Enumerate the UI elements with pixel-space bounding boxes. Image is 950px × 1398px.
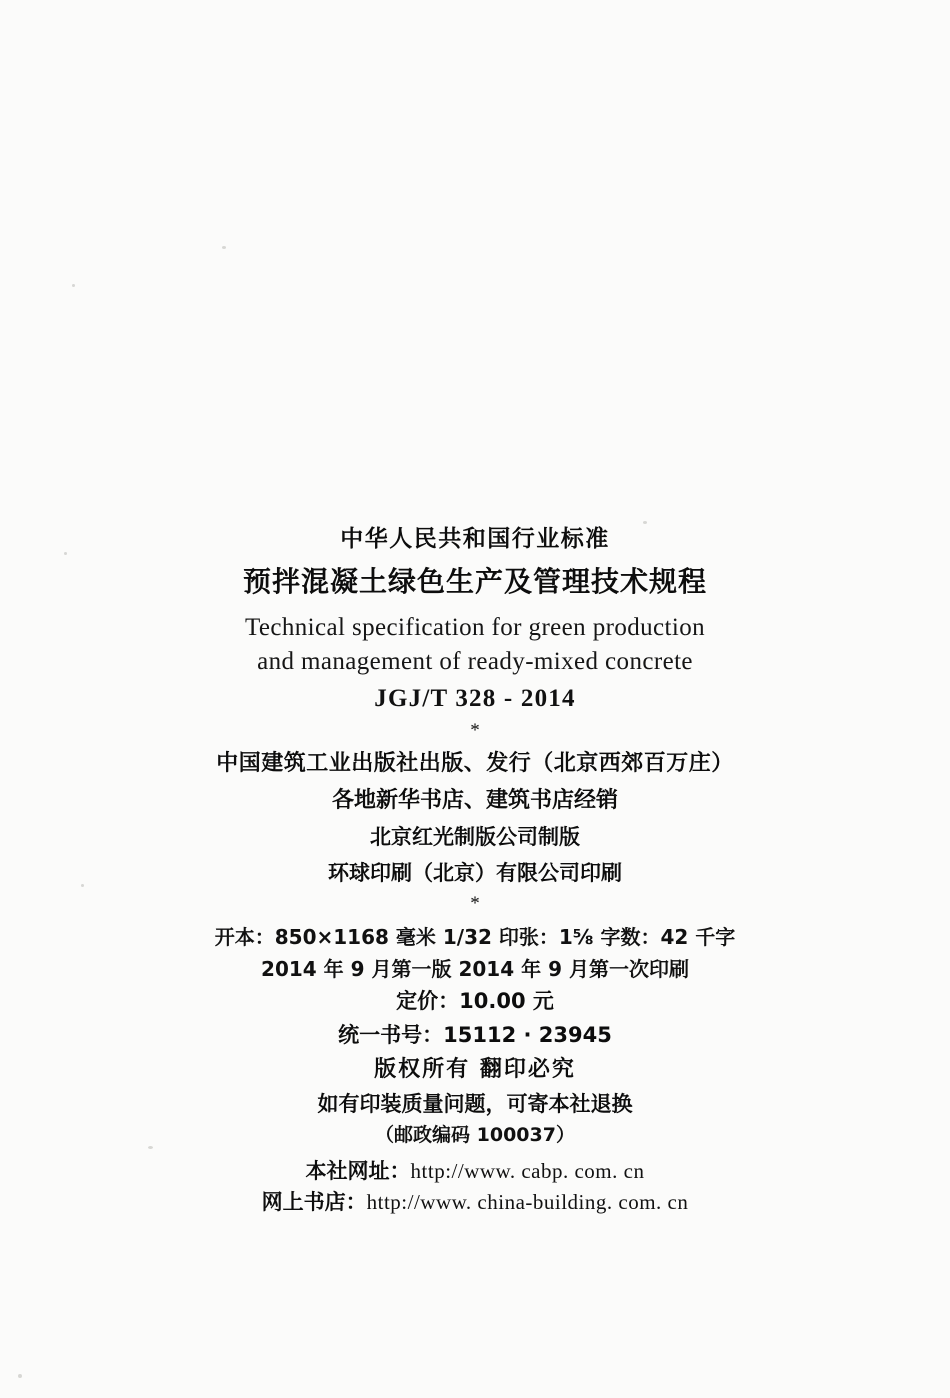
price-line: 定价：10.00 元 — [396, 989, 554, 1013]
standard-title-en-line2: and management of ready-mixed concrete — [257, 648, 693, 675]
scan-speckle — [72, 284, 75, 287]
bookstore-line — [0, 1192, 950, 1213]
printer-line: 环球印刷（北京）有限公司印刷 — [328, 861, 622, 885]
edition-line: 2014 年 9 月第一版 2014 年 9 月第一次印刷 — [261, 957, 689, 981]
separator-asterisk-top: * — [470, 720, 480, 741]
website-line — [0, 1161, 950, 1182]
website-label: 本社网址： — [305, 1159, 411, 1183]
copyright-notice: 版权所有 翻印必究 — [374, 1057, 576, 1082]
standard-authority-line: 中华人民共和国行业标准 — [340, 526, 610, 552]
postcode-line: （邮政编码 100037） — [375, 1124, 575, 1146]
isbn-line: 统一书号：15112 · 23945 — [338, 1023, 612, 1047]
format-line: 开本：850×1168 毫米 1/32 印张：1⅝ 字数：42 千字 — [214, 925, 736, 949]
scan-speckle — [222, 246, 226, 249]
standard-title-cn: 预拌混凝土绿色生产及管理技术规程 — [242, 565, 707, 598]
scan-speckle — [18, 1374, 22, 1378]
standard-code: JGJ/T 328 - 2014 — [374, 685, 576, 712]
platemaker-line: 北京红光制版公司制版 — [370, 825, 580, 849]
bookstore-label: 网上书店： — [261, 1190, 367, 1214]
publisher-line: 中国建筑工业出版社出版、发行（北京西郊百万庄） — [216, 751, 734, 776]
scan-speckle — [643, 521, 647, 524]
quality-notice: 如有印装质量问题，可寄本社退换 — [317, 1092, 633, 1116]
bookstore-url[interactable]: http://www. china-building. com. cn — [366, 1190, 689, 1214]
distributor-line: 各地新华书店、建筑书店经销 — [331, 788, 618, 813]
colophon-block — [0, 528, 950, 1223]
separator-asterisk-bottom: * — [470, 893, 480, 914]
standard-title-en-line1: Technical specification for green production — [244, 614, 706, 641]
website-url[interactable]: http://www. cabp. com. cn — [410, 1159, 645, 1183]
